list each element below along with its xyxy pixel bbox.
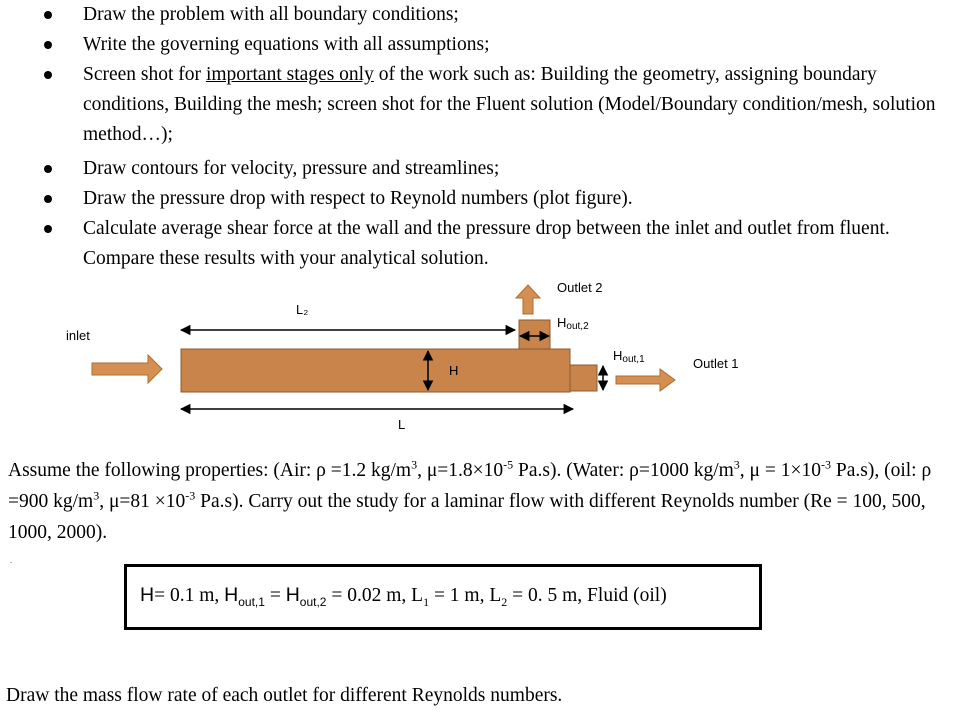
channel-geometry-diagram: [0, 272, 968, 442]
param-symbol: H: [285, 584, 300, 607]
param-subscript: out,1: [238, 594, 265, 609]
bullet-icon: [44, 71, 52, 79]
fluid-properties-paragraph: [8, 455, 966, 548]
task-text: Draw contours for velocity, pressure and streamlines;: [83, 158, 500, 179]
exponent: -3: [821, 457, 831, 472]
properties-text: , μ=81 ×10: [99, 491, 186, 512]
param-subscript: 2: [501, 594, 508, 609]
outlet-1-flow-arrow-icon: [616, 369, 675, 391]
task-item: [0, 60, 968, 150]
bullet-icon: [44, 195, 52, 203]
h-label: H: [449, 363, 459, 378]
properties-text: , μ = 1×10: [739, 460, 821, 481]
outlet-2-flow-arrow-icon: [516, 285, 540, 314]
exponent: 3: [93, 488, 100, 503]
main-pipe: [181, 349, 570, 392]
exponent: 3: [733, 457, 740, 472]
param-subscript: 1: [423, 594, 430, 609]
outlet-1-label: Outlet 1: [693, 356, 739, 371]
task-item: [0, 214, 968, 274]
stray-mark: .: [10, 555, 13, 565]
closing-instruction: Draw the mass flow rate of each outlet for different Reynolds numbers.: [6, 685, 563, 706]
inlet-label: inlet: [66, 328, 90, 343]
outlet-2-stub: [519, 320, 550, 349]
param-symbol: H: [140, 584, 155, 607]
bullet-icon: [44, 41, 52, 49]
exponent: 3: [411, 457, 418, 472]
task-item: [0, 154, 968, 184]
task-text-underlined: important stages only: [205, 64, 374, 85]
task-item: [0, 184, 968, 214]
properties-text: Assume the following properties: (Air: ρ =1.2 kg/m: [8, 460, 412, 481]
l2-label: L₂: [296, 302, 309, 317]
param-text: = 1 m, L: [429, 585, 502, 607]
bullet-icon: [44, 11, 52, 19]
bullet-icon: [44, 165, 52, 173]
param-text: =: [264, 585, 286, 607]
bullet-icon: [44, 225, 52, 233]
properties-text: Pa.s). Carry out the study for a laminar flow with different Reynolds number (Re = 100, 500, 1000, 2000).: [8, 491, 926, 543]
properties-text: Pa.s), (oil: ρ =900 kg/m: [8, 460, 932, 512]
parameters-box: [124, 564, 762, 630]
param-text: = 0.02 m, L: [326, 585, 424, 607]
task-text: Write the governing equations with all assumptions;: [83, 34, 490, 55]
param-text: = 0.1 m,: [154, 585, 225, 607]
task-list: [0, 0, 968, 274]
exponent: -5: [503, 457, 514, 472]
inlet-flow-arrow-icon: [92, 355, 162, 383]
param-text: = 0. 5 m, Fluid (oil): [507, 585, 667, 607]
outlet-2-label: Outlet 2: [557, 280, 603, 295]
l-label: L: [398, 417, 406, 432]
param-symbol: H: [224, 584, 239, 607]
properties-text: Pa.s). (Water: ρ=1000 kg/m: [513, 460, 734, 481]
hout2-label: Hout,2: [557, 315, 589, 332]
task-text: Screen shot for: [83, 64, 206, 85]
hout1-label: Hout,1: [613, 348, 645, 365]
properties-text: , μ=1.8×10: [417, 460, 504, 481]
task-item: [0, 30, 968, 60]
task-item: [0, 0, 968, 30]
task-text: Draw the problem with all boundary conditions;: [83, 4, 459, 25]
exponent: -3: [185, 488, 196, 503]
outlet-1-stub: [570, 365, 597, 391]
task-text: Draw the pressure drop with respect to Reynold numbers (plot figure).: [83, 188, 633, 209]
task-text-continued: of the work such as: Building the geometry, assigning boundary conditions, Building the mesh; screen shot for the Fluent solution (Model/Boundary condition/mesh, solution method…);: [83, 64, 936, 145]
param-subscript: out,2: [299, 594, 327, 609]
task-text: Calculate average shear force at the wall and the pressure drop between the inlet and outlet from fluent. Compare these results with your analytical solution.: [83, 218, 890, 269]
parameters-line: [140, 584, 667, 610]
